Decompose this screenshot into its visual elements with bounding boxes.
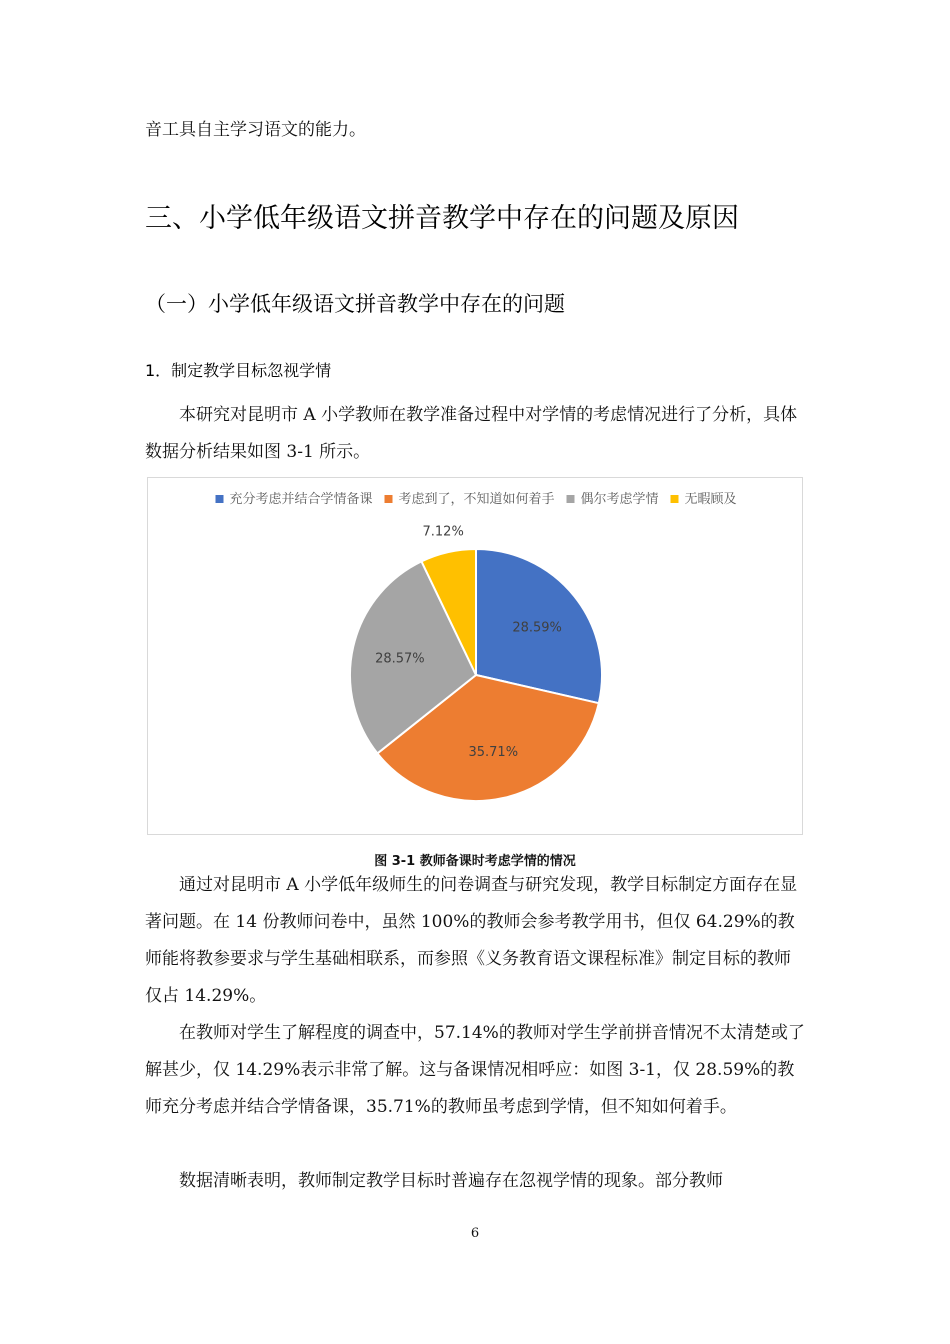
page-number: 6 — [470, 1226, 480, 1241]
data-label: 28.59% — [512, 620, 562, 636]
pie-chart-frame — [147, 477, 803, 835]
section-heading: 三、小学低年级语文拼音教学中存在的问题及原因 — [145, 203, 739, 234]
paragraph-findings: 通过对昆明市 A 小学低年级师生的问卷调查与研究发现，教学目标制定方面存在显著问题。在 14 份教师问卷中，虽然 100%的教师会参考教学用书，但仅 64.29%的教师能将教参要求与学生基础相联系，而参照《义务教育语文课程标准》制定目标的教师仅占 14.29%。 — [145, 875, 798, 1006]
data-label: 28.57% — [375, 651, 425, 667]
paragraph-intro: 本研究对昆明市 A 小学教师在教学准备过程中对学情的考虑情况进行了分析，具体数据分析结果如图 3-1 所示。 — [145, 405, 798, 462]
paragraph-understanding: 在教师对学生了解程度的调查中，57.14%的教师对学生学前拼音情况不太清楚或了解甚少，仅 14.29%表示非常了解。这与备课情况相呼应：如图 3-1，仅 28.59%的教师充分考虑并结合学情备课，35.71%的教师虽考虑到学情，但不知如何着手。 — [145, 1023, 805, 1117]
legend-swatch — [385, 495, 393, 503]
paragraph-continuation: 音工具自主学习语文的能力。 — [145, 120, 366, 140]
legend-swatch — [216, 495, 224, 503]
legend-label: 偶尔考虑学情 — [580, 492, 659, 507]
paragraph-conclusion: 数据清晰表明，教师制定教学目标时普遍存在忽视学情的现象。部分教师 — [179, 1171, 723, 1191]
legend-label: 考虑到了，不知道如何着手 — [398, 492, 555, 507]
legend-label: 无暇顾及 — [684, 492, 737, 507]
legend-swatch — [671, 495, 679, 503]
legend-swatch — [567, 495, 575, 503]
data-label: 7.12% — [422, 524, 464, 540]
data-label: 35.71% — [468, 745, 519, 761]
sub-subsection-heading: 1．制定教学目标忽视学情 — [145, 361, 332, 380]
subsection-heading: （一）小学低年级语文拼音教学中存在的问题 — [145, 292, 565, 316]
figure-caption: 图 3-1 教师备课时考虑学情的情况 — [374, 854, 576, 869]
legend-label: 充分考虑并结合学情备课 — [229, 492, 373, 507]
pie-chart — [148, 478, 804, 836]
